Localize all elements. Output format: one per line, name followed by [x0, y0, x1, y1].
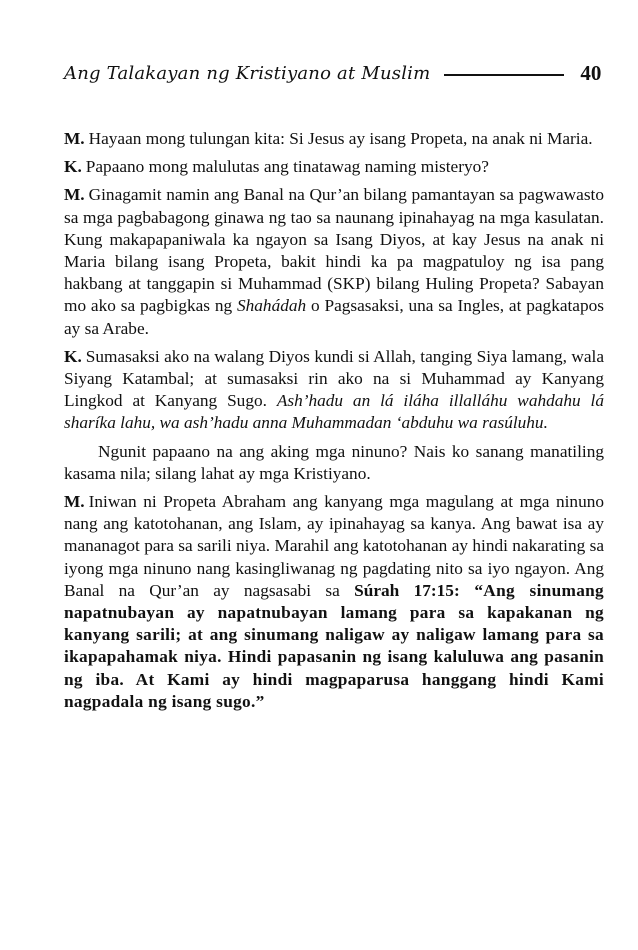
speaker-label: K. — [64, 157, 82, 177]
paragraph-muslim-1 — [64, 128, 604, 150]
quran-quote: “Ang sinumang napatnubayan ay napatnubayan lamang para sa kapakanan ng kanyang sarili; at ang sinumang naligaw ay naligaw lamang para sa ikapapahamak niya. Hindi papasanin ng isang kaluluwa ang pasanin ng iba. At Kami ay hindi magpaparusa hanggang hindi Kami nagpadala ng isang sugo.” — [64, 580, 604, 711]
speaker-label: M. — [64, 492, 85, 512]
paragraph-christian-3 — [64, 441, 604, 485]
paragraph-muslim-2 — [64, 184, 604, 339]
book-title: Ang Talakayan ng Kristiyano at Muslim — [64, 62, 431, 84]
paragraph-text: Ginagamit namin ang Banal na Qur’an bilang pamantayan sa pagwawasto sa mga pagbabagong ginawa ng tao sa naunang ipinahayag na mga kasulatan. Kung makapapaniwala ka ngayon sa Isang Diyos, at kay Jesus na anak ni Maria bilang isang Propeta, bakit hindi ka pa magpatuloy ng isa pang hakbang at tanggapin si Muhammad (SKP) bilang Huling Propeta? Sabayan mo ako sa pagbigkas ng — [64, 185, 604, 316]
paragraph-text: Iniwan ni Propeta Abraham ang kanyang mga magulang at mga ninuno nang ang katotohanan, ang Islam, ay ipinahayag sa kanya. Ang bawat isa ay mananagot para sa sarili niya. Marahil ang katotohanan ay hindi nakarating sa iyong mga ninuno nang kasingliwanag ng pagdating nito sa iyo ngayon. Ang Banal na Qur’an ay nagsasabi sa — [64, 492, 604, 600]
paragraph-muslim-3 — [64, 491, 604, 713]
page-body — [64, 128, 604, 719]
surah-reference: Súrah 17:15: — [354, 580, 460, 600]
speaker-label: K. — [64, 346, 82, 366]
term-shahadah: Shahádah — [237, 296, 307, 316]
page-header — [64, 58, 602, 88]
paragraph-text: Papaano mong malulutas ang tinatawag naming misteryo? — [85, 157, 489, 177]
speaker-label: M. — [64, 129, 85, 148]
paragraph-text: o Pagsasaksi, una sa Ingles, at pagkatapos ay sa Arabe. — [64, 296, 604, 338]
page-number: 40 — [580, 60, 602, 85]
arabic-transliteration: Ash’hadu an lá iláha illalláhu wahdahu lá sharíka lahu, wa ash’hadu anna Muhammadan ‘abduhu wa rasúluhu. — [64, 391, 604, 433]
speaker-label: M. — [64, 185, 85, 205]
header-rule — [444, 74, 564, 76]
paragraph-text: Hayaan mong tulungan kita: Si Jesus ay isang Propeta, na anak ni Maria. — [88, 129, 593, 148]
paragraph-text: Ngunit papaano na ang aking mga ninuno? Nais ko sanang manatiling kasama nila; silang lahat ay mga Kristiyano. — [64, 441, 604, 483]
paragraph-christian-1 — [64, 156, 604, 178]
paragraph-text: Sumasaksi ako na walang Diyos kundi si Allah, tanging Siya lamang, wala Siyang Katambal; at sumasaksi rin ako na si Muhammad ay Kanyang Lingkod at Kanyang Sugo. — [64, 346, 604, 411]
paragraph-christian-2 — [64, 346, 604, 435]
